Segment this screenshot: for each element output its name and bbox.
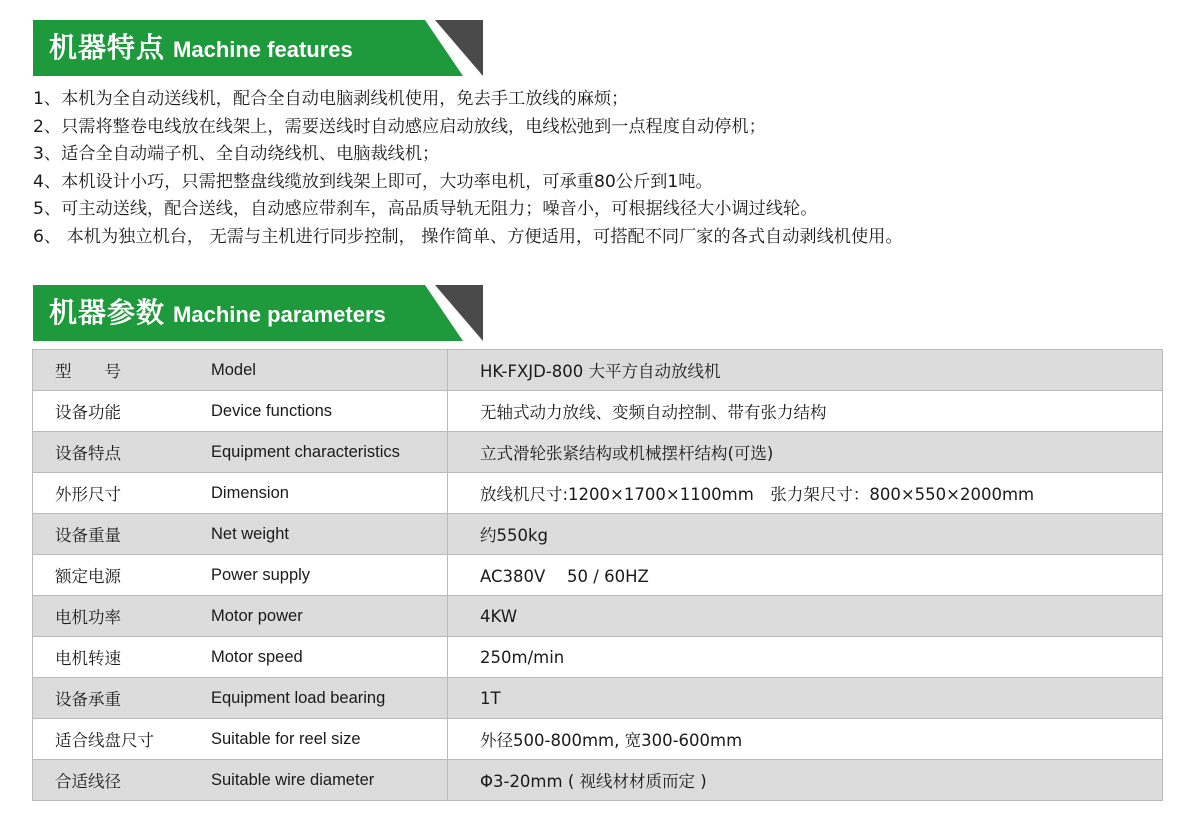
param-value: 立式滑轮张紧结构或机械摆杆结构(可选)	[448, 432, 1163, 473]
param-value: Φ3-20mm ( 视线材材质而定 )	[448, 760, 1163, 801]
param-name-en: Equipment characteristics	[211, 432, 448, 473]
features-banner	[33, 20, 483, 76]
table-row	[33, 432, 1163, 473]
param-value: 无轴式动力放线、变频自动控制、带有张力结构	[448, 391, 1163, 432]
table-row	[33, 514, 1163, 555]
param-value: 放线机尺寸:1200×1700×1100mm 张力架尺寸：800×550×2000mm	[448, 473, 1163, 514]
param-name-en: Motor speed	[211, 637, 448, 678]
param-value: 250m/min	[448, 637, 1163, 678]
table-row	[33, 760, 1163, 801]
table-row	[33, 350, 1163, 391]
table-row	[33, 391, 1163, 432]
table-row	[33, 678, 1163, 719]
feature-item: 3、适合全自动端子机、全自动绕线机、电脑裁线机；	[33, 144, 440, 165]
params-title-en: Machine parameters	[173, 302, 386, 327]
param-name-en: Net weight	[211, 514, 448, 555]
param-name-en: Equipment load bearing	[211, 678, 448, 719]
params-banner	[33, 285, 483, 341]
param-value: HK-FXJD-800 大平方自动放线机	[448, 350, 1163, 391]
param-name-zh: 设备特点	[33, 432, 212, 473]
param-name-zh: 设备重量	[33, 514, 212, 555]
param-name-zh: 电机功率	[33, 596, 212, 637]
features-title	[49, 20, 353, 76]
features-list	[33, 86, 1173, 252]
param-value: 1T	[448, 678, 1163, 719]
param-name-en: Power supply	[211, 555, 448, 596]
param-value: 约550kg	[448, 514, 1163, 555]
feature-item: 6、 本机为独立机台， 无需与主机进行同步控制， 操作简单、方便适用，可搭配不同厂家的各式自动剥线机使用。	[33, 226, 903, 247]
param-name-en: Motor power	[211, 596, 448, 637]
table-row	[33, 719, 1163, 760]
param-value: 外径500-800mm, 宽300-600mm	[448, 719, 1163, 760]
params-table	[32, 349, 1163, 801]
param-value: AC380V 50 / 60HZ	[448, 555, 1163, 596]
param-name-zh: 合适线径	[33, 760, 212, 801]
params-title-zh: 机器参数	[49, 296, 166, 329]
param-name-zh: 电机转速	[33, 637, 212, 678]
feature-item: 5、可主动送线，配合送线，自动感应带刹车，高品质导轨无阻力；噪音小，可根据线径大小调过线轮。	[33, 199, 818, 220]
table-row	[33, 555, 1163, 596]
param-name-zh: 适合线盘尺寸	[33, 719, 212, 760]
param-name-zh: 设备功能	[33, 391, 212, 432]
param-name-en: Suitable wire diameter	[211, 760, 448, 801]
table-row	[33, 596, 1163, 637]
param-name-en: Model	[211, 350, 448, 391]
param-value: 4KW	[448, 596, 1163, 637]
param-name-en: Suitable for reel size	[211, 719, 448, 760]
param-name-zh: 额定电源	[33, 555, 212, 596]
param-name-en: Device functions	[211, 391, 448, 432]
feature-item: 2、只需将整卷电线放在线架上，需要送线时自动感应启动放线，电线松弛到一点程度自动停机；	[33, 116, 766, 137]
features-title-zh: 机器特点	[49, 31, 166, 64]
feature-item: 1、本机为全自动送线机，配合全自动电脑剥线机使用，免去手工放线的麻烦；	[33, 89, 629, 109]
feature-item: 4、本机设计小巧，只需把整盘线缆放到线架上即可，大功率电机，可承重80公斤到1吨。	[33, 171, 713, 192]
param-name-zh: 外形尺寸	[33, 473, 212, 514]
param-name-en: Dimension	[211, 473, 448, 514]
param-name-zh: 设备承重	[33, 678, 212, 719]
table-row	[33, 473, 1163, 514]
params-title	[49, 285, 386, 341]
param-name-zh: 型 号	[33, 350, 212, 391]
table-row	[33, 637, 1163, 678]
features-title-en: Machine features	[173, 37, 353, 62]
